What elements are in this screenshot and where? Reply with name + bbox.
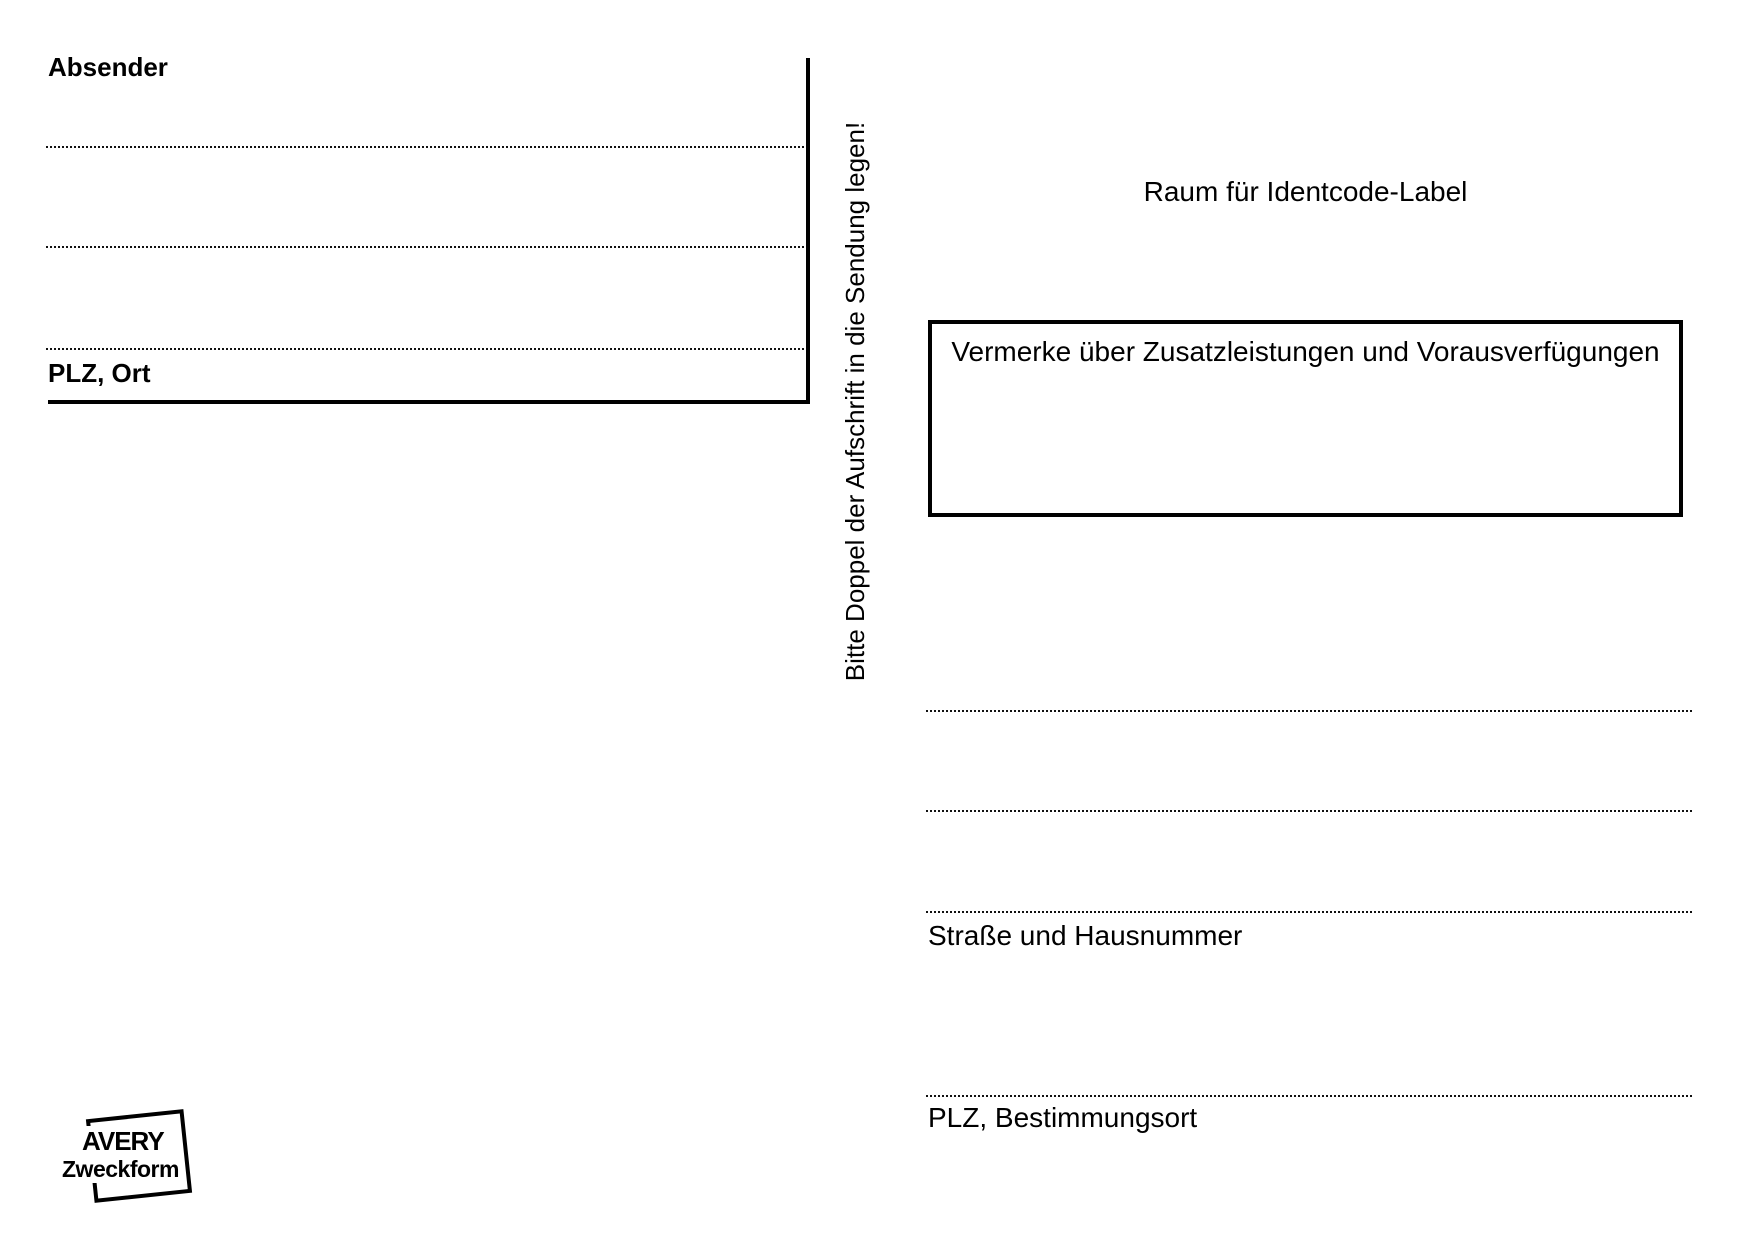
recipient-line-1[interactable] <box>926 710 1692 712</box>
recipient-line-2[interactable] <box>926 810 1692 812</box>
vertical-note <box>840 96 872 706</box>
recipient-line-4[interactable] <box>926 1095 1692 1097</box>
sender-title: Absender <box>48 52 168 82</box>
recipient-street-label: Straße und Hausnummer <box>928 920 1243 951</box>
notes-box-label: Vermerke über Zusatzleistungen und Vorausverfügungen <box>951 336 1660 367</box>
sender-line-2[interactable] <box>46 246 804 248</box>
avery-zweckform-logo <box>58 1112 198 1196</box>
sender-city-label: PLZ, Ort <box>48 358 151 388</box>
logo-avery-text: AVERY <box>82 1126 164 1156</box>
sender-line-3[interactable] <box>46 348 804 350</box>
sender-frame-bottom <box>48 400 810 404</box>
logo-zweckform-text: Zweckform <box>62 1156 179 1182</box>
recipient-line-3[interactable] <box>926 911 1692 913</box>
identcode-label: Raum für Identcode-Label <box>1143 176 1468 207</box>
sender-line-1[interactable] <box>46 146 804 148</box>
recipient-city-label: PLZ, Bestimmungsort <box>928 1102 1198 1133</box>
vertical-note-text: Bitte Doppel der Aufschrift in die Sendung legen! <box>840 121 871 681</box>
notes-box[interactable] <box>928 320 1683 517</box>
sender-frame-right <box>806 58 810 402</box>
